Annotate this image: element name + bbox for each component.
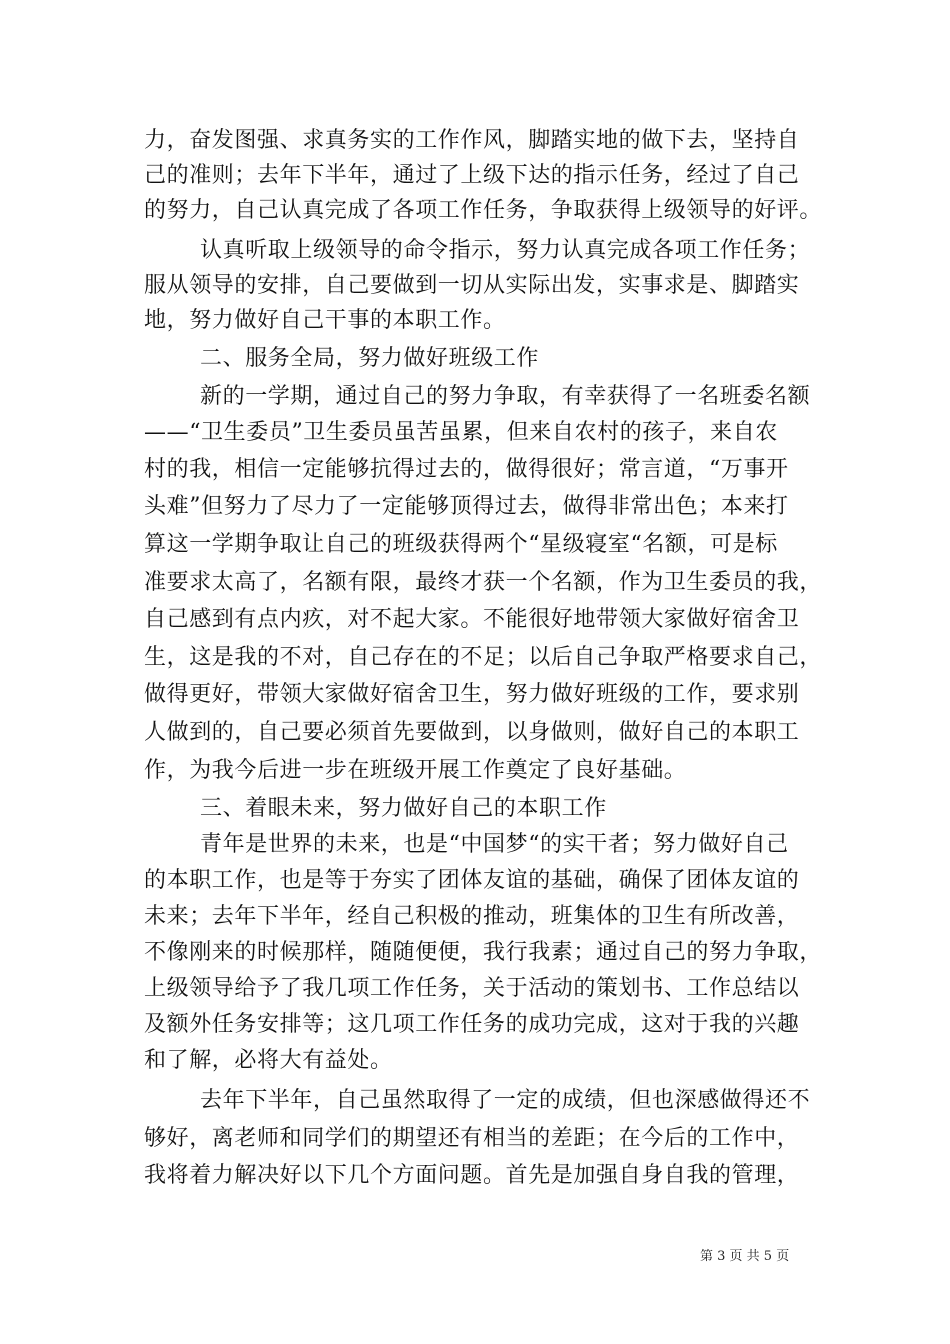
text-line: 己的准则；去年下半年，通过了上级下达的指示任务，经过了自己	[144, 163, 800, 188]
page-number-footer: 第 3 页 共 5 页	[700, 1249, 790, 1264]
text-line: 新的一学期，通过自己的努力争取，有幸获得了一名班委名额	[200, 384, 811, 409]
text-line: 我将着力解决好以下几个方面问题。首先是加强自身自我的管理，	[144, 1163, 800, 1188]
text-line: 不像刚来的时候那样，随随便便，我行我素；通过自己的努力争取，	[144, 940, 823, 965]
text-line: 和了解，必将大有益处。	[144, 1048, 393, 1073]
text-line: 村的我，相信一定能够抗得过去的，做得很好；常言道，“万事开	[144, 457, 789, 482]
section-heading: 二、服务全局，努力做好班级工作	[200, 346, 540, 371]
text-line: 人做到的，自己要必须首先要做到，以身做则，做好自己的本职工	[144, 720, 800, 745]
text-line: 作，为我今后进一步在班级开展工作奠定了良好基础。	[144, 758, 687, 783]
text-line: 地，努力做好自己干事的本职工作。	[144, 308, 506, 333]
text-line: 认真听取上级领导的命令指示，努力认真完成各项工作任务；	[200, 238, 811, 263]
text-line: 准要求太高了，名额有限，最终才获一个名额，作为卫生委员的我，	[144, 570, 823, 595]
text-line: 去年下半年，自己虽然取得了一定的成绩，但也深感做得还不	[200, 1088, 811, 1113]
text-line: 的本职工作，也是等于夯实了团体友谊的基础，确保了团体友谊的	[144, 868, 800, 893]
text-line: ——“卫生委员”卫生委员虽苦虽累，但来自农村的孩子，来自农	[144, 420, 778, 445]
text-line: 及额外任务安排等；这几项工作任务的成功完成，这对于我的兴趣	[144, 1012, 800, 1037]
text-line: 生，这是我的不对，自己存在的不足；以后自己争取严格要求自己，	[144, 645, 823, 670]
text-line: 够好，离老师和同学们的期望还有相当的差距；在今后的工作中，	[144, 1126, 800, 1151]
text-line: 力，奋发图强、求真务实的工作作风，脚踏实地的做下去，坚持自	[144, 128, 800, 153]
text-line: 算这一学期争取让自己的班级获得两个“星级寝室“名额，可是标	[144, 532, 778, 557]
text-line: 的努力，自己认真完成了各项工作任务，争取获得上级领导的好评。	[144, 198, 823, 223]
text-line: 头难”但努力了尽力了一定能够顶得过去，做得非常出色；本来打	[144, 494, 789, 519]
text-line: 做得更好，带领大家做好宿舍卫生，努力做好班级的工作，要求别	[144, 682, 800, 707]
text-line: 未来；去年下半年，经自己积极的推动，班集体的卫生有所改善，	[144, 904, 800, 929]
text-line: 服从领导的安排，自己要做到一切从实际出发，实事求是、脚踏实	[144, 273, 800, 298]
section-heading: 三、着眼未来，努力做好自己的本职工作	[200, 796, 607, 821]
text-line: 青年是世界的未来，也是“中国梦“的实干者；努力做好自己	[200, 832, 789, 857]
text-line: 自己感到有点内疚，对不起大家。不能很好地带领大家做好宿舍卫	[144, 607, 800, 632]
text-line: 上级领导给予了我几项工作任务，关于活动的策划书、工作总结以	[144, 976, 800, 1001]
